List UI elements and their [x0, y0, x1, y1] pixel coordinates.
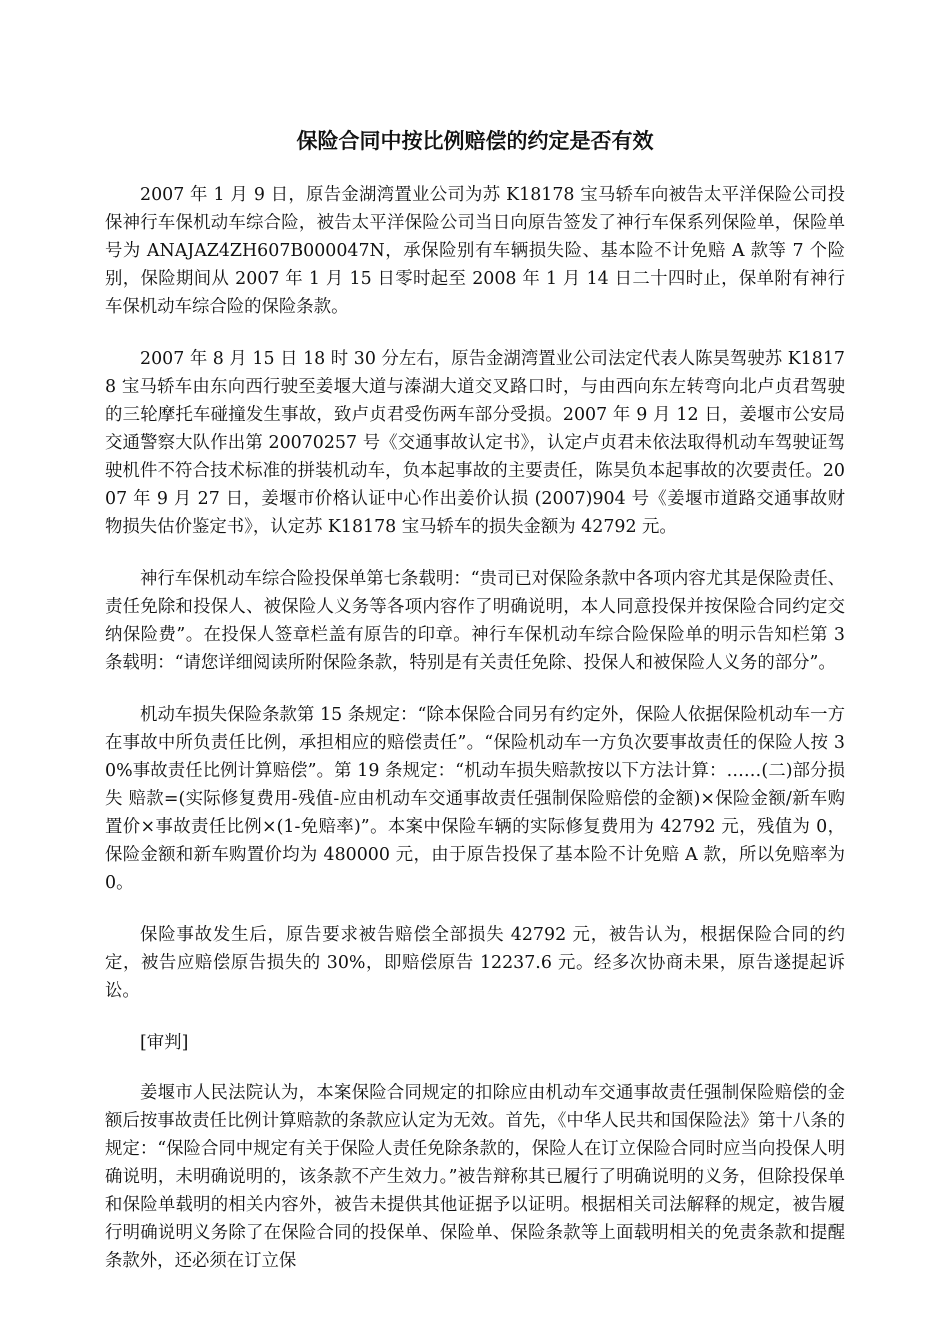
section-heading-trial: [审判] — [140, 1033, 189, 1053]
paragraph-insurance-purchase: 2007 年 1 月 9 日，原告金湖湾置业公司为苏 K18178 宝马轿车向被告太平洋保险公司投保神行车保机动车综合险，被告太平洋保险公司当日向原告签发了神行车保系列保险单，保险单号为 ANAJAZ4ZH607B000047N，承保险别有车辆损失险、基本险不计免赔 A 款等 7 个险别，保险期间从 2007 年 1 月 15 日零时起至 2008 年 1 月 14 日二十四时止，保单附有神行车保机动车综合险的保险条款。 — [105, 185, 845, 317]
paragraph-claim-dispute: 保险事故发生后，原告要求被告赔偿全部损失 42792 元，被告认为，根据保险合同的约定，被告应赔偿原告损失的 30%，即赔偿原告 12237.6 元。经多次协商未果，原告遂提起诉讼。 — [105, 925, 845, 1001]
paragraph-policy-notice: 神行车保机动车综合险投保单第七条载明：“贵司已对保险条款中各项内容尤其是保险责任、责任免除和投保人、被保险人义务等各项内容作了明确说明，本人同意投保并按保险合同约定交纳保险费”。在投保人签章栏盖有原告的印章。神行车保机动车综合险保险单的明示告知栏第 3 条载明：“请您详细阅读所附保险条款，特别是有关责任免除、投保人和被保险人义务的部分”。 — [105, 569, 845, 673]
document-body — [105, 181, 845, 1299]
document-title: 保险合同中按比例赔偿的约定是否有效 — [296, 129, 654, 153]
paragraph-loss-clause: 机动车损失保险条款第 15 条规定：“除本保险合同另有约定外，保险人依据保险机动车一方在事故中所负责任比例，承担相应的赔偿责任”。“保险机动车一方负次要事故责任的保险人按 30%事故责任比例计算赔偿”。第 19 条规定：“机动车损失赔款按以下方法计算：……(二)部分损失 赔款=(实际修复费用-残值-应由机动车交通事故责任强制保险赔偿的金额)×保险金额/新车购置价×事故责任比例×(1-免赔率)”。本案中保险车辆的实际修复费用为 42792 元，残值为 0，保险金额和新车购置价均为 480000 元，由于原告投保了基本险不计免赔 A 款，所以免赔率为 0。 — [105, 705, 845, 893]
paragraph-court-opinion: 姜堰市人民法院认为，本案保险合同规定的扣除应由机动车交通事故责任强制保险赔偿的金额后按事故责任比例计算赔款的条款应认定为无效。首先，《中华人民共和国保险法》第十八条的规定：“保险合同中规定有关于保险人责任免除条款的，保险人在订立保险合同时应当向投保人明确说明，未明确说明的，该条款不产生效力。”被告辩称其已履行了明确说明的义务，但除投保单和保险单载明的相关内容外，被告未提供其他证据予以证明。根据相关司法解释的规定，被告履行明确说明义务除了在保险合同的投保单、保险单、保险条款等上面载明相关的免责条款和提醒条款外，还必须在订立保 — [105, 1083, 845, 1271]
paragraph-accident-details: 2007 年 8 月 15 日 18 时 30 分左右，原告金湖湾置业公司法定代表人陈昊驾驶苏 K18178 宝马轿车由东向西行驶至姜堰大道与溱湖大道交叉路口时，与由西向东左转弯向北卢贞君驾驶的三轮摩托车碰撞发生事故，致卢贞君受伤两车部分受损。2007 年 9 月 12 日，姜堰市公安局交通警察大队作出第 20070257 号《交通事故认定书》，认定卢贞君未依法取得机动车驾驶证驾驶机件不符合技术标准的拼装机动车，负本起事故的主要责任，陈昊负本起事故的次要责任。2007 年 9 月 27 日，姜堰市价格认证中心作出姜价认损 (2007)904 号《姜堰市道路交通事故财物损失估价鉴定书》，认定苏 K18178 宝马轿车的损失金额为 42792 元。 — [105, 349, 845, 537]
